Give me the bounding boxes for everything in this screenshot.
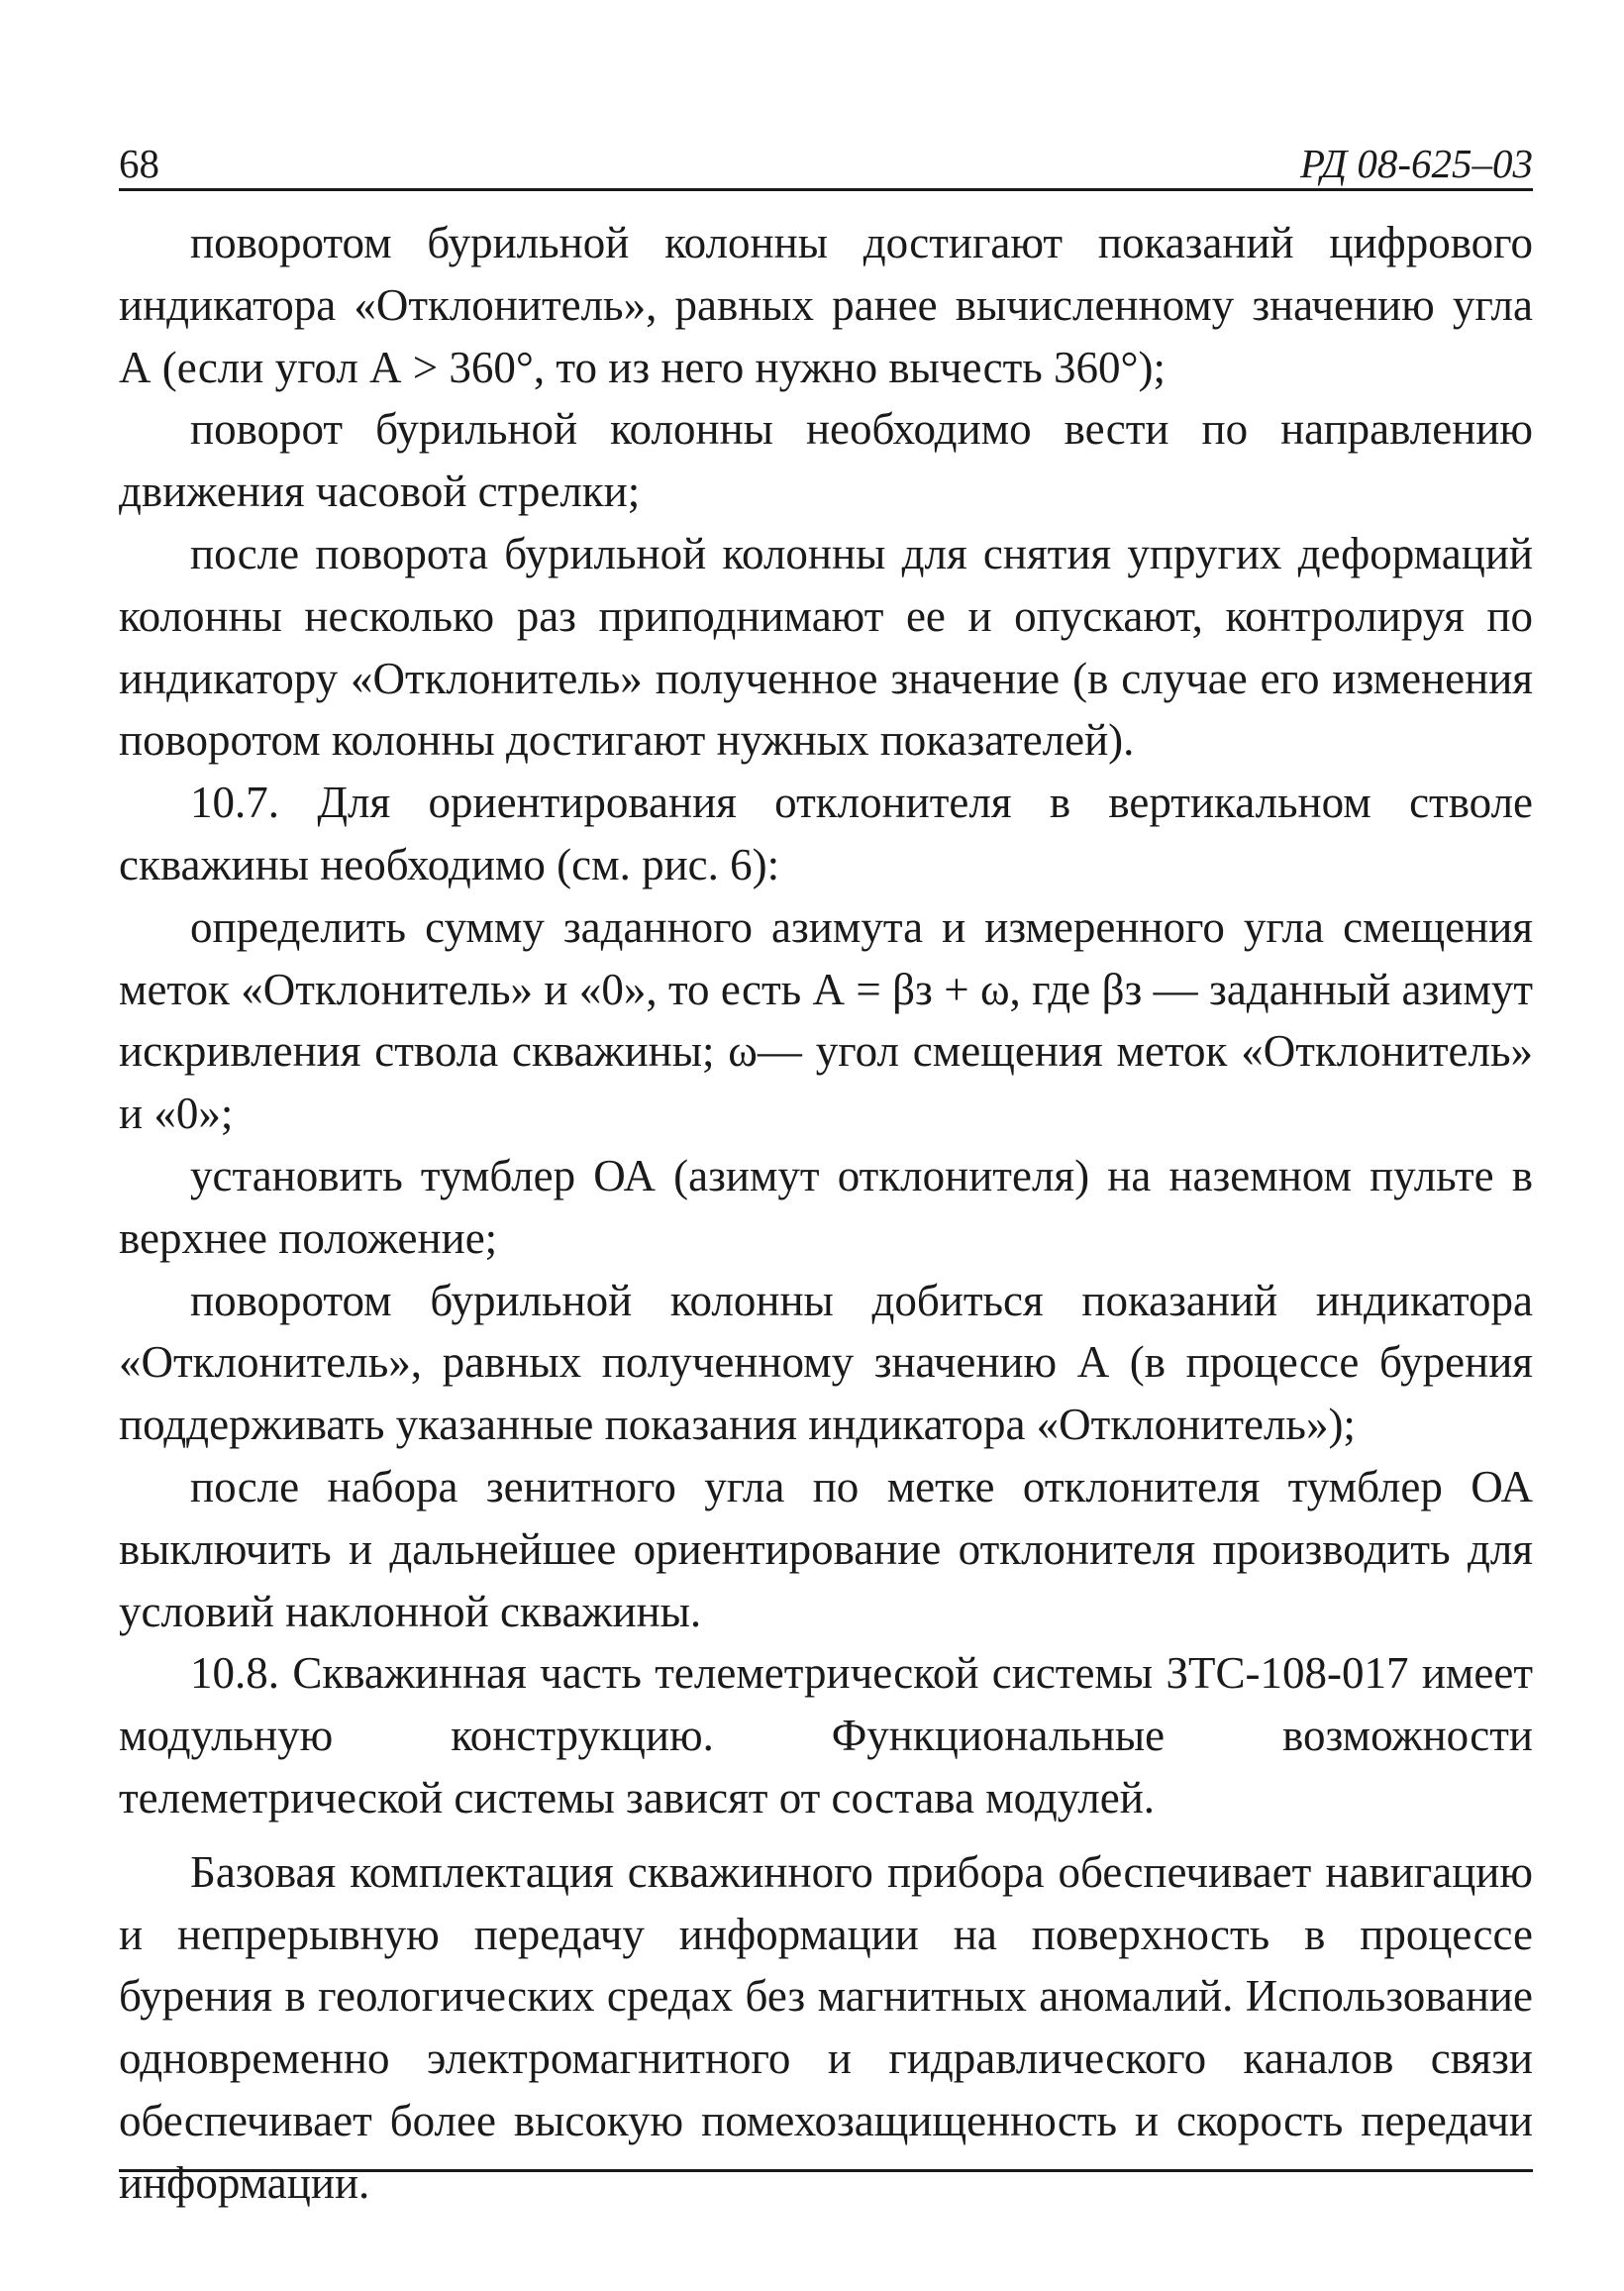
document-code: РД 08-625–03 — [1300, 141, 1533, 186]
paragraph: определить сумму заданного азимута и измеренного угла смещения меток «Отклонитель» и «0», то есть А = βз + ω, где βз — заданный азимут искривления ствола скважины; ω— угол смещения меток «Отклонитель» и «0»; — [119, 901, 1533, 1139]
paragraph: установить тумблер ОА (азимут отклонителя) на наземном пульте в верхнее положение; — [119, 1150, 1533, 1263]
paragraph: поворотом бурильной колонны добиться показаний индикатора «Отклонитель», равных полученному значению А (в процессе бурения поддерживать указанные показания индикатора «Отклонитель»); — [119, 1275, 1533, 1450]
body-text — [119, 212, 1533, 2215]
page-number: 68 — [119, 141, 159, 186]
paragraph: Базовая комплектация скважинного прибора обеспечивает навигацию и непрерывную передачу информации на поверхность в процессе бурения в геологических средах без магнитных аномалий. Использование одновременно электромагнитного и гидравлического каналов связи обеспечивает более высокую помехозащищенность и скорость передачи информации. — [119, 1846, 1533, 2208]
paragraph: 10.7. Для ориентирования отклонителя в вертикальном стволе скважины необходимо (см. рис. 6): — [119, 778, 1533, 889]
paragraph: поворот бурильной колонны необходимо вести по направлению движения часовой стрелки; — [119, 404, 1533, 517]
paragraph: 10.8. Скважинная часть телеметрической системы ЗТС-108-017 имеет модульную конструкцию. Функциональные возможности телеметрической системы зависят от состава модулей. — [119, 1648, 1533, 1822]
page-header — [119, 127, 1533, 191]
paragraph: после поворота бурильной колонны для снятия упругих деформаций колонны несколько раз приподнимают ее и опускают, контролируя по индикатору «Отклонитель» полученное значение (в случае его изменения поворотом колонны достигают нужных показателей). — [119, 528, 1533, 766]
paragraph: поворотом бурильной колонны достигают показаний цифрового индикатора «Отклонитель», равных ранее вычисленному значению угла А (если угол А > 360°, то из него нужно вычесть 360°); — [119, 218, 1533, 392]
footer-divider — [119, 2169, 1533, 2172]
paragraph: после набора зенитного угла по метке отклонителя тумблер ОА выключить и дальнейшее ориентирование отклонителя производить для условий наклонной скважины. — [119, 1461, 1533, 1636]
